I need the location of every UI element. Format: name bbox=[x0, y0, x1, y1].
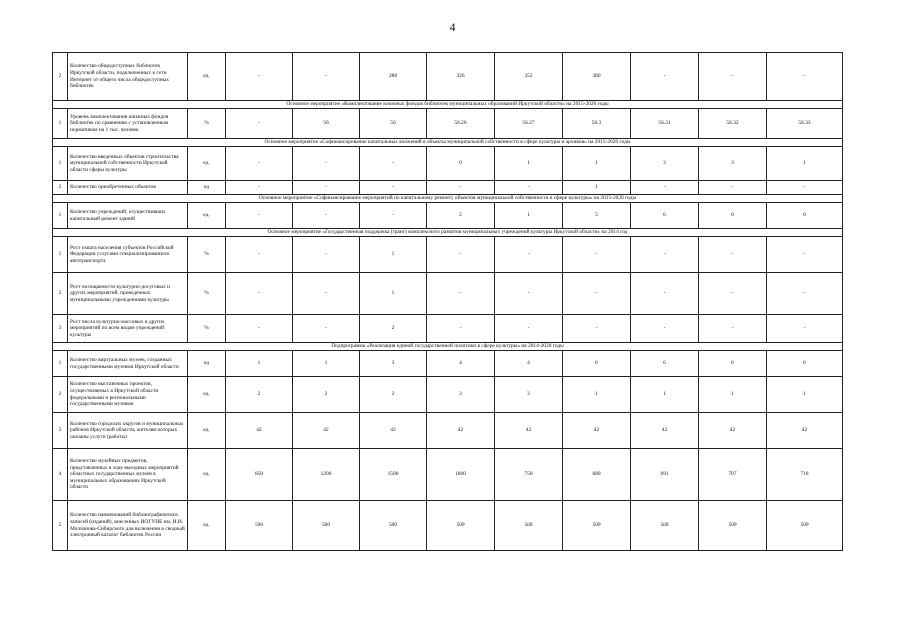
row-number: 2 bbox=[53, 53, 68, 101]
value-cell: - bbox=[767, 53, 843, 101]
value-cell: - bbox=[360, 181, 427, 195]
value-cell: - bbox=[226, 237, 293, 273]
value-cell: 1 bbox=[699, 377, 767, 413]
unit-cell: % bbox=[188, 237, 226, 273]
row-number: 1 bbox=[53, 203, 68, 229]
indicator-name: Количество выставочных проектов, осуществляемых в Иркутской области федеральными и региональными государственными музеями bbox=[68, 377, 188, 413]
unit-cell: ед. bbox=[188, 449, 226, 501]
value-cell: 0 bbox=[767, 203, 843, 229]
value-cell: 1200 bbox=[293, 449, 360, 501]
value-cell: - bbox=[293, 147, 360, 181]
value-cell: 42 bbox=[360, 413, 427, 449]
value-cell: 1 bbox=[563, 377, 631, 413]
section-header-row bbox=[53, 101, 843, 109]
value-cell: - bbox=[226, 315, 293, 343]
value-cell: - bbox=[631, 315, 699, 343]
row-number: 3 bbox=[53, 315, 68, 343]
row-number: 1 bbox=[53, 351, 68, 377]
value-cell: - bbox=[767, 237, 843, 273]
table-row bbox=[53, 501, 843, 551]
unit-cell: ед bbox=[188, 181, 226, 195]
row-number: 3 bbox=[53, 413, 68, 449]
value-cell: - bbox=[767, 181, 843, 195]
value-cell: - bbox=[495, 237, 563, 273]
value-cell: 3 bbox=[495, 377, 563, 413]
unit-cell: ед. bbox=[188, 413, 226, 449]
value-cell: 500 bbox=[699, 501, 767, 551]
value-cell: 500 bbox=[495, 501, 563, 551]
section-header-row bbox=[53, 195, 843, 203]
value-cell: - bbox=[495, 315, 563, 343]
section-title: Основное мероприятие «Софинансирование мероприятий по капитальному ремонту объектов муниципальной собственности в сфере культуры» на 2015-2020 годы bbox=[53, 195, 843, 203]
value-cell: 707 bbox=[699, 449, 767, 501]
value-cell: 5 bbox=[563, 203, 631, 229]
row-number: 4 bbox=[53, 449, 68, 501]
table-row bbox=[53, 377, 843, 413]
value-cell: 500 bbox=[293, 501, 360, 551]
section-header-row bbox=[53, 139, 843, 147]
section-header-row bbox=[53, 229, 843, 237]
value-cell: 750 bbox=[495, 449, 563, 501]
value-cell: 691 bbox=[631, 449, 699, 501]
value-cell: 1 bbox=[360, 273, 427, 315]
unit-cell: ед. bbox=[188, 501, 226, 551]
value-cell: - bbox=[631, 237, 699, 273]
value-cell: 6 bbox=[631, 351, 699, 377]
value-cell: 0 bbox=[699, 203, 767, 229]
value-cell: - bbox=[495, 273, 563, 315]
value-cell: - bbox=[427, 181, 495, 195]
indicator-name: Количество введенных объектов строительства муниципальной собственности Иркутской области сферы культуры bbox=[68, 147, 188, 181]
value-cell: - bbox=[767, 315, 843, 343]
unit-cell: % bbox=[188, 109, 226, 139]
indicator-name: Количество музейных предметов, представленных в ходе выездных мероприятий областных государственных музеев в муниципальных образованиях Иркутской области bbox=[68, 449, 188, 501]
value-cell: 718 bbox=[767, 449, 843, 501]
value-cell: - bbox=[767, 273, 843, 315]
value-cell: 42 bbox=[226, 413, 293, 449]
value-cell: - bbox=[699, 273, 767, 315]
value-cell: - bbox=[563, 273, 631, 315]
value-cell: 4 bbox=[495, 351, 563, 377]
value-cell: - bbox=[293, 273, 360, 315]
indicator-name: Количество виртуальных музеев, созданных государственными музеями Иркутской области bbox=[68, 351, 188, 377]
value-cell: - bbox=[293, 181, 360, 195]
value-cell: 1 bbox=[563, 147, 631, 181]
value-cell: - bbox=[226, 109, 293, 139]
value-cell: 2 bbox=[226, 377, 293, 413]
value-cell: 2 bbox=[360, 377, 427, 413]
value-cell: 500 bbox=[767, 501, 843, 551]
value-cell: 56.26 bbox=[427, 109, 495, 139]
value-cell: 56.3 bbox=[563, 109, 631, 139]
unit-cell: ед bbox=[188, 351, 226, 377]
indicator-name: Количество учреждений, осуществивших капитальный ремонт зданий bbox=[68, 203, 188, 229]
value-cell: - bbox=[427, 237, 495, 273]
value-cell: 1800 bbox=[427, 449, 495, 501]
value-cell: - bbox=[226, 203, 293, 229]
value-cell: 288 bbox=[360, 53, 427, 101]
value-cell: 1 bbox=[495, 203, 563, 229]
value-cell: - bbox=[360, 147, 427, 181]
indicator-name: Количество наименований библиографических записей (изданий), внесенных ИОГУНБ им. И.И. Молчанова-Сибирского для включения в сводный электронный каталог библиотек России bbox=[68, 501, 188, 551]
section-title: Основное мероприятие «Государственная поддержка (грант) комплексного развития муниципальных учреждений культуры Иркутской области» на 2014 год bbox=[53, 229, 843, 237]
indicator-name: Количество городских округов и муниципальных районов Иркутской области, жителям которых оказаны услуги (работы) bbox=[68, 413, 188, 449]
value-cell: - bbox=[495, 181, 563, 195]
value-cell: 42 bbox=[699, 413, 767, 449]
value-cell: 56 bbox=[360, 109, 427, 139]
value-cell: - bbox=[427, 273, 495, 315]
value-cell: - bbox=[427, 315, 495, 343]
value-cell: 500 bbox=[563, 501, 631, 551]
value-cell: 850 bbox=[226, 449, 293, 501]
value-cell: 42 bbox=[293, 413, 360, 449]
value-cell: 6 bbox=[563, 351, 631, 377]
value-cell: 56.31 bbox=[631, 109, 699, 139]
value-cell: - bbox=[293, 203, 360, 229]
value-cell: - bbox=[293, 237, 360, 273]
value-cell: - bbox=[699, 53, 767, 101]
value-cell: 42 bbox=[631, 413, 699, 449]
table-body bbox=[53, 53, 843, 551]
value-cell: 56.32 bbox=[699, 109, 767, 139]
table-row bbox=[53, 147, 843, 181]
value-cell: 1500 bbox=[360, 449, 427, 501]
table-row bbox=[53, 181, 843, 195]
section-title: Основное мероприятие «Софинансирование капитальных вложений в объекты муниципальной собственности в сфере культуры и архивов» на 2015-2020 годы bbox=[53, 139, 843, 147]
section-title: Основное мероприятие «Комплектование книжных фондов библиотек муниципальных образований Иркутской области» на 2015-2020 годы bbox=[53, 101, 843, 109]
value-cell: - bbox=[226, 53, 293, 101]
row-number: 2 bbox=[53, 273, 68, 315]
value-cell: 0 bbox=[427, 147, 495, 181]
table-row bbox=[53, 237, 843, 273]
value-cell: - bbox=[226, 273, 293, 315]
value-cell: 2 bbox=[360, 315, 427, 343]
unit-cell: ед. bbox=[188, 377, 226, 413]
unit-cell: ед. bbox=[188, 53, 226, 101]
value-cell: - bbox=[293, 53, 360, 101]
indicator-name: Количество общедоступных библиотек Иркутской области, подключенных к сети Интернет от общего числа общедоступных библиотек bbox=[68, 53, 188, 101]
row-number: 2 bbox=[53, 181, 68, 195]
value-cell: 500 bbox=[226, 501, 293, 551]
section-header-row bbox=[53, 343, 843, 351]
value-cell: 6 bbox=[631, 203, 699, 229]
value-cell: - bbox=[699, 237, 767, 273]
row-number: 5 bbox=[53, 501, 68, 551]
section-title: Подпрограмма «Реализация единой государственной политики в сфере культуры» на 2014-2020 годы bbox=[53, 343, 843, 351]
value-cell: - bbox=[699, 315, 767, 343]
indicator-name: Количество приобретенных объектов bbox=[68, 181, 188, 195]
page-number: 4 bbox=[449, 20, 456, 34]
unit-cell: % bbox=[188, 273, 226, 315]
value-cell: 42 bbox=[427, 413, 495, 449]
value-cell: 56.27 bbox=[495, 109, 563, 139]
value-cell: 3 bbox=[631, 147, 699, 181]
value-cell: 6 bbox=[767, 351, 843, 377]
table-row bbox=[53, 273, 843, 315]
value-cell: 3 bbox=[427, 377, 495, 413]
value-cell: 42 bbox=[767, 413, 843, 449]
row-number: 1 bbox=[53, 109, 68, 139]
value-cell: 1 bbox=[767, 377, 843, 413]
value-cell: 380 bbox=[563, 53, 631, 101]
table-row bbox=[53, 203, 843, 229]
unit-cell: ед. bbox=[188, 203, 226, 229]
indicator-name: Рост посещаемости культурно-досуговых и других мероприятий, проведенных муниципальными учреждениями культуры bbox=[68, 273, 188, 315]
value-cell: - bbox=[563, 237, 631, 273]
value-cell: - bbox=[226, 147, 293, 181]
value-cell: - bbox=[563, 315, 631, 343]
value-cell: 500 bbox=[360, 501, 427, 551]
table-row bbox=[53, 449, 843, 501]
value-cell: 326 bbox=[427, 53, 495, 101]
value-cell: 1 bbox=[563, 181, 631, 195]
row-number: 1 bbox=[53, 237, 68, 273]
value-cell: 3 bbox=[699, 147, 767, 181]
value-cell: 3 bbox=[360, 351, 427, 377]
value-cell: - bbox=[631, 273, 699, 315]
unit-cell: ед. bbox=[188, 147, 226, 181]
value-cell: 1 bbox=[631, 377, 699, 413]
table-row bbox=[53, 315, 843, 343]
value-cell: - bbox=[360, 203, 427, 229]
row-number: 1 bbox=[53, 147, 68, 181]
value-cell: - bbox=[293, 315, 360, 343]
value-cell: 6 bbox=[699, 351, 767, 377]
table-row bbox=[53, 351, 843, 377]
row-number: 2 bbox=[53, 377, 68, 413]
value-cell: 680 bbox=[563, 449, 631, 501]
value-cell: 42 bbox=[495, 413, 563, 449]
table-row bbox=[53, 53, 843, 101]
indicator-name: Рост охвата населения субъектов Российской Федерации услугами специализированного автотранспорта bbox=[68, 237, 188, 273]
unit-cell: % bbox=[188, 315, 226, 343]
value-cell: 1 bbox=[360, 237, 427, 273]
value-cell: 1 bbox=[293, 351, 360, 377]
value-cell: 56 bbox=[293, 109, 360, 139]
indicator-name: Уровень комплектования книжных фондов библиотек по сравнению с установленным нормативом на 1 тыс. человек bbox=[68, 109, 188, 139]
table-row bbox=[53, 109, 843, 139]
value-cell: 2 bbox=[427, 203, 495, 229]
value-cell: 56.33 bbox=[767, 109, 843, 139]
value-cell: - bbox=[631, 181, 699, 195]
value-cell: 2 bbox=[293, 377, 360, 413]
value-cell: 500 bbox=[427, 501, 495, 551]
value-cell: 4 bbox=[427, 351, 495, 377]
value-cell: 42 bbox=[563, 413, 631, 449]
value-cell: 1 bbox=[767, 147, 843, 181]
value-cell: 1 bbox=[495, 147, 563, 181]
indicator-name: Рост числа культурно-массовых и других мероприятий по всем видам учреждений культуры bbox=[68, 315, 188, 343]
value-cell: - bbox=[226, 181, 293, 195]
table-row bbox=[53, 413, 843, 449]
value-cell: 352 bbox=[495, 53, 563, 101]
indicators-table bbox=[52, 52, 843, 551]
value-cell: 500 bbox=[631, 501, 699, 551]
value-cell: 1 bbox=[226, 351, 293, 377]
value-cell: - bbox=[631, 53, 699, 101]
value-cell: - bbox=[699, 181, 767, 195]
